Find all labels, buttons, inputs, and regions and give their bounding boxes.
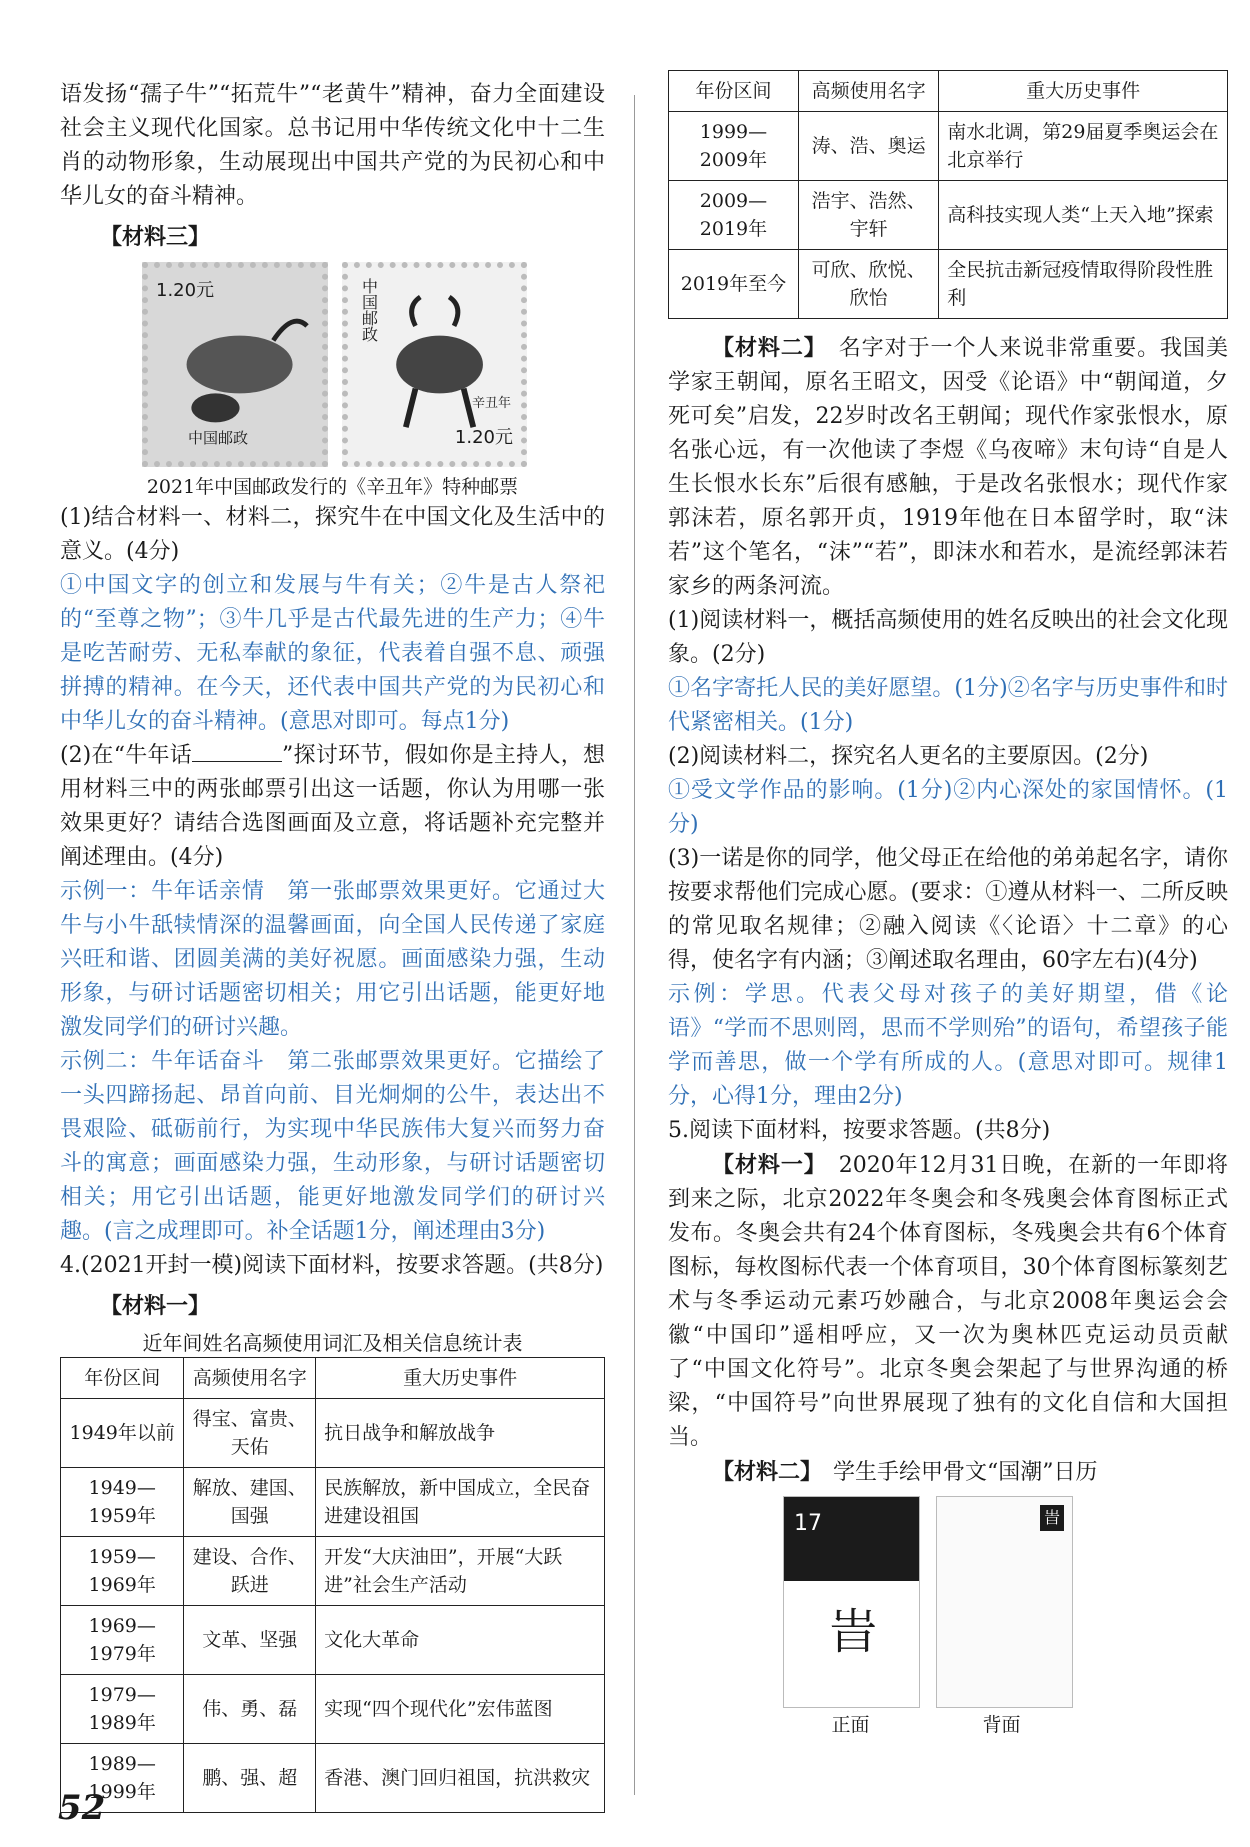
right-column: [668, 70, 1228, 1742]
answer-4-2: ①受文学作品的影响。(1分)②内心深处的家国情怀。(1分): [668, 778, 1228, 837]
table-row: [61, 1468, 605, 1537]
material-1-label: 【材料一】: [100, 1293, 211, 1319]
table-row: [61, 1399, 605, 1468]
table-cell: 2019年至今: [669, 250, 799, 319]
table-cell: 开发“大庆油田”，开展“大跃进”社会生产活动: [316, 1537, 605, 1606]
table-cell: 香港、澳门回归祖国，抗洪救灾: [316, 1744, 605, 1813]
table-header: 年份区间: [669, 71, 799, 112]
table-cell: 解放、建国、国强: [184, 1468, 316, 1537]
calendar-front-image: [783, 1496, 920, 1708]
table-cell: 文化大革命: [316, 1606, 605, 1675]
calendar-back-label: 背面: [982, 1714, 1021, 1736]
names-table-part-2: [668, 70, 1228, 319]
stamp-cow-and-calf: [142, 262, 328, 467]
table-cell: 可欣、欣悦、欣怡: [798, 250, 938, 319]
table-cell: 1979—1989年: [61, 1675, 184, 1744]
answer-4-1: ①名字寄托人民的美好愿望。(1分)②名字与历史事件和时代紧密相关。(1分): [668, 676, 1228, 735]
table-row: [669, 250, 1228, 319]
material-2-paragraph: 【材料二】 名字对于一个人来说非常重要。我国美学家王朝闻，原名王昭文，因受《论语》中“朝闻道，夕死可矣”启发，22岁时改名王朝闻；现代作家张恨水，原名张心远，有一次他读了李煜《乌夜啼》末句诗“自是人生长恨水长东”后很有感触，于是改名张恨水；现代作家郭沫若，原名郭开贞，1919年他在日本留学时，取“沫若”这个笔名，“沫”“若”，即沫水和若水，是流经郭沫若家乡的两条河流。: [668, 335, 1228, 599]
table-cell: 全民抗击新冠疫情取得阶段性胜利: [939, 250, 1228, 319]
calendar-labels: [783, 1708, 1228, 1742]
table-cell: 抗日战争和解放战争: [316, 1399, 605, 1468]
table-header: 年份区间: [61, 1358, 184, 1399]
table-cell: 得宝、富贵、天佑: [184, 1399, 316, 1468]
table-row: [61, 1675, 605, 1744]
table-cell: 伟、勇、磊: [184, 1675, 316, 1744]
table-cell: 1949—1959年: [61, 1468, 184, 1537]
table-header-row: [61, 1358, 605, 1399]
oracle-char: 旹: [829, 1604, 878, 1660]
question-4-2: (2)阅读材料二，探究名人更名的主要原因。(2分): [668, 744, 1149, 769]
fill-blank[interactable]: [192, 739, 282, 762]
table-header: 高频使用名字: [184, 1358, 316, 1399]
table-title: 近年间姓名高频使用词汇及相关信息统计表: [142, 1331, 523, 1355]
question-5-intro: 5.阅读下面材料，按要求答题。(共8分): [668, 1118, 1051, 1143]
table-row: [61, 1606, 605, 1675]
calendar-day: 17: [794, 1511, 822, 1536]
table-cell: 1969—1979年: [61, 1606, 184, 1675]
left-column: [60, 78, 605, 1813]
stamp-country-vertical: 中国邮政: [359, 278, 379, 342]
calendar-images: [783, 1496, 1228, 1708]
column-divider: [634, 95, 635, 1795]
stamp-country: 中国邮政: [188, 429, 249, 447]
answer-1: ①中国文字的创立和发展与牛有关；②牛是古人祭祀的“至尊之物”；③牛几乎是古代最先进的生产力；④牛是吃苦耐劳、无私奉献的象征，代表着自强不息、顽强拼搏的精神。在今天，还代表中国共产党的为民初心和中华儿女的奋斗精神。(意思对即可。每点1分): [60, 573, 605, 734]
stamp-value: 1.20元: [156, 280, 215, 301]
table-cell: 涛、浩、奥运: [798, 112, 938, 181]
calendar-back-image: [936, 1496, 1073, 1708]
table-header-row: [669, 71, 1228, 112]
table-cell: 南水北调，第29届夏季奥运会在北京举行: [939, 112, 1228, 181]
table-cell: 1999—2009年: [669, 112, 799, 181]
answer-2-example-1: 示例一：牛年话亲情 第一张邮票效果更好。它通过大牛与小牛舐犊情深的温馨画面，向全国人民传递了家庭兴旺和谐、团圆美满的美好祝愿。画面感染力强，生动形象，与研讨话题密切相关；用它引出话题，能更好地激发同学们的研讨兴趣。: [60, 879, 605, 1040]
page-number: 52: [58, 1788, 106, 1828]
q5-material-2-paragraph: 【材料二】 学生手绘甲骨文“国潮”日历: [712, 1459, 1098, 1485]
stamp-value-2: 1.20元: [454, 427, 513, 448]
table-cell: 文革、坚强: [184, 1606, 316, 1675]
stamp-images: [142, 262, 527, 467]
table-cell: 浩宇、浩然、宇轩: [798, 181, 938, 250]
stamp-year: 辛丑年: [471, 396, 511, 411]
question-1: (1)结合材料一、材料二，探究牛在中国文化及生活中的意义。(4分): [60, 505, 605, 564]
names-table-part-1: [60, 1357, 605, 1813]
table-header: 重大历史事件: [316, 1358, 605, 1399]
q5-material-1-paragraph: 【材料一】 2020年12月31日晚，在新的一年即将到来之际，北京2022年冬奥会和冬残奥会体育图标正式发布。冬奥会共有24个体育图标，冬残奥会共有6个体育图标，每枚图标代表一个体育项目，30个体育图标篆刻艺术与冬季运动元素巧妙融合，与北京2008年奥运会会徽“中国印”遥相呼应，又一次为奥林匹克运动员贡献了“中国文化符号”。北京冬奥会架起了与世界沟通的桥梁，“中国符号”向世界展现了独有的文化自信和大国担当。: [668, 1152, 1228, 1450]
question-4-intro: 4.(2021开封一模)阅读下面材料，按要求答题。(共8分): [60, 1253, 604, 1278]
material-3-label: 【材料三】: [100, 224, 211, 250]
oracle-char-small: 旹: [1040, 1505, 1064, 1531]
cow-illustration: [148, 268, 322, 461]
table-cell: 1989—1999年: [61, 1744, 184, 1813]
question-4-3: (3)一诺是你的同学，他父母正在给他的弟弟起名字，请你按要求帮他们完成心愿。(要求：①遵从材料一、二所反映的常见取名规律；②融入阅读《〈论语〉十二章》的心得，使名字有内涵；③阐述取名理由，60字左右)(4分): [668, 846, 1228, 973]
calendar-front-label: 正面: [831, 1714, 870, 1736]
table-row: [669, 112, 1228, 181]
stamp-bull: [342, 262, 528, 467]
table-header: 高频使用名字: [798, 71, 938, 112]
intro-paragraph: 语发扬“孺子牛”“拓荒牛”“老黄牛”精神，奋力全面建设社会主义现代化国家。总书记用中华传统文化中十二生肖的动物形象，生动展现出中国共产党的为民初心和中华儿女的奋斗精神。: [60, 82, 605, 209]
table-cell: 民族解放，新中国成立，全民奋进建设祖国: [316, 1468, 605, 1537]
table-row: [61, 1537, 605, 1606]
answer-2-example-2: 示例二：牛年话奋斗 第二张邮票效果更好。它描绘了一头四蹄扬起、昂首向前、目光炯炯的公牛，表达出不畏艰险、砥砺前行，为实现中华民族伟大复兴而努力奋斗的寓意；画面感染力强，生动形象，与研讨话题密切相关；用它引出话题，能更好地激发同学们的研讨兴趣。(言之成理即可。补全话题1分，阐述理由3分): [60, 1049, 605, 1244]
table-header: 重大历史事件: [939, 71, 1228, 112]
bull-illustration: [348, 268, 522, 461]
question-2: (2)在“牛年话 ”探讨环节，假如你是主持人，想用材料三中的两张邮票引出这一话题，你认为用哪一张效果更好？请结合选图画面及立意，将话题补充完整并阐述理由。(4分): [60, 739, 605, 875]
table-cell: 1959—1969年: [61, 1537, 184, 1606]
table-cell: 高科技实现人类“上天入地”探索: [939, 181, 1228, 250]
table-row: [669, 181, 1228, 250]
table-cell: 1949年以前: [61, 1399, 184, 1468]
answer-4-3: 示例：学思。代表父母对孩子的美好期望，借《论语》“学而不思则罔，思而不学则殆”的语句，希望孩子能学而善思，做一个学有所成的人。(意思对即可。规律1分，心得1分，理由2分): [668, 982, 1228, 1109]
table-cell: 2009—2019年: [669, 181, 799, 250]
table-row: [61, 1744, 605, 1813]
table-cell: 实现“四个现代化”宏伟蓝图: [316, 1675, 605, 1744]
table-cell: 鹏、强、超: [184, 1744, 316, 1813]
stamp-caption: 2021年中国邮政发行的《辛丑年》特种邮票: [146, 476, 519, 498]
table-cell: 建设、合作、跃进: [184, 1537, 316, 1606]
question-4-1: (1)阅读材料一，概括高频使用的姓名反映出的社会文化现象。(2分): [668, 608, 1228, 667]
